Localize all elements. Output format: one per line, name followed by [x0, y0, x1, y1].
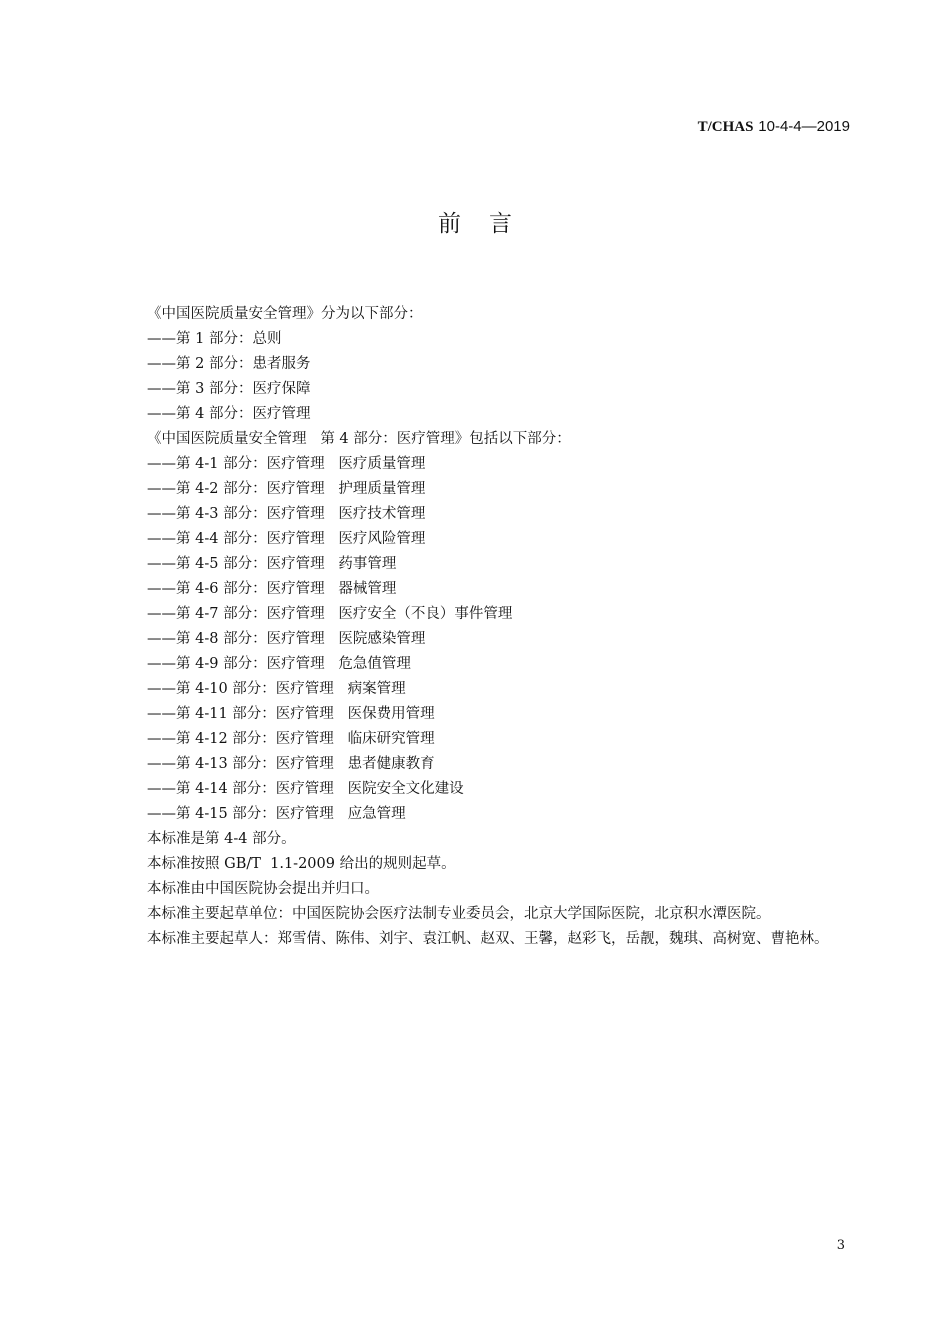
foreword-line: ——第 4-5 部分：医疗管理 药事管理	[147, 556, 397, 572]
foreword-line: ——第 4-14 部分：医疗管理 医院安全文化建设	[147, 781, 464, 797]
foreword-line: 本标准由中国医院协会提出并归口。	[147, 881, 379, 897]
foreword-line: ——第 4 部分：医疗管理	[147, 406, 311, 422]
drafters-paragraph: 本标准主要起草人：郑雪倩、陈伟、刘宇、袁江帆、赵双、王馨，赵彩飞，岳靓，魏琪、高树宽、曹艳林。	[147, 931, 829, 947]
document-code-prefix: T/CHAS	[697, 119, 754, 135]
foreword-line: 《中国医院质量安全管理 第 4 部分：医疗管理》包括以下部分：	[147, 431, 571, 447]
foreword-line: ——第 4-8 部分：医疗管理 医院感染管理	[147, 631, 426, 647]
foreword-line: ——第 4-4 部分：医疗管理 医疗风险管理	[147, 531, 426, 547]
foreword-line: 本标准是第 4-4 部分。	[147, 831, 296, 847]
foreword-line: ——第 4-11 部分：医疗管理 医保费用管理	[147, 706, 435, 722]
foreword-line: ——第 1 部分：总则	[147, 331, 282, 347]
foreword-line: ——第 4-6 部分：医疗管理 器械管理	[147, 581, 397, 597]
foreword-line: ——第 3 部分：医疗保障	[147, 381, 311, 397]
foreword-line: ——第 4-1 部分：医疗管理 医疗质量管理	[147, 456, 426, 472]
foreword-line: ——第 4-15 部分：医疗管理 应急管理	[147, 806, 406, 822]
foreword-line: ——第 4-7 部分：医疗管理 医疗安全（不良）事件管理	[147, 606, 513, 622]
foreword-line: 本标准主要起草单位：中国医院协会医疗法制专业委员会，北京大学国际医院，北京积水潭医院。	[147, 906, 771, 922]
foreword-line: ——第 4-13 部分：医疗管理 患者健康教育	[147, 756, 435, 772]
foreword-line: ——第 2 部分：患者服务	[147, 356, 311, 372]
foreword-body	[115, 302, 865, 952]
page-number: 3	[836, 1238, 845, 1253]
foreword-line: ——第 4-9 部分：医疗管理 危急值管理	[147, 656, 411, 672]
foreword-line: ——第 4-12 部分：医疗管理 临床研究管理	[147, 731, 435, 747]
document-code-number: 10-4-4—2019	[758, 118, 850, 135]
foreword-line: ——第 4-10 部分：医疗管理 病案管理	[147, 681, 406, 697]
foreword-line: 本标准按照 GB/T 1.1-2009 给出的规则起草。	[147, 856, 456, 872]
foreword-line: ——第 4-2 部分：医疗管理 护理质量管理	[147, 481, 426, 497]
foreword-lines	[115, 302, 865, 927]
document-code	[698, 116, 850, 137]
page-title: 前言	[438, 211, 540, 237]
foreword-line: 《中国医院质量安全管理》分为以下部分：	[147, 306, 423, 322]
foreword-line: ——第 4-3 部分：医疗管理 医疗技术管理	[147, 506, 426, 522]
